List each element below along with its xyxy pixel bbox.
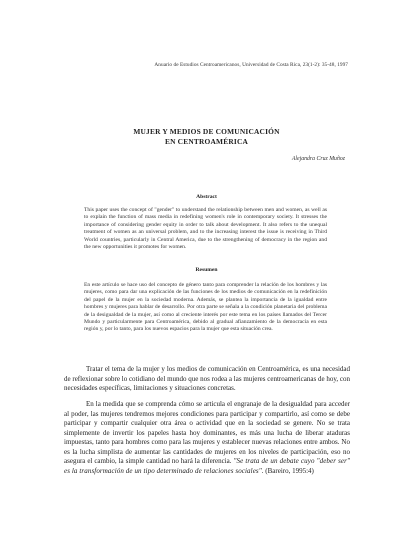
body-quote: "Se trata de un debate cuyo "deber ser" es la transformación de un tipo determinado de relaciones sociales": [64, 457, 350, 475]
abstract-text: This paper uses the concept of "gender" to understand the relationship between men and women, as well as to explain the function of mass media in redefining women's role in contemporary society. It stresses the importance of considering gender equity in order to talk about development. It also refers to the unequal treatment of women as an universal problem, and to the increasing interest the issue is receiving in Third World countries, particularly in Central America, due to the strengthening of democracy in the region and the new opportunities it promotes for women.: [84, 207, 327, 251]
body-paragraph-1-text: Tratar el tema de la mujer y los medios de comunicación en Centroamérica, es una necesidad de reflexionar sobre lo cotidiano del mundo que nos rodea a las mujeres centroamericanas de hoy, con necesidades específicas, limitaciones y situaciones concretas.: [64, 365, 350, 392]
body-citation: . (Bareiro, 1995:4): [261, 466, 314, 475]
article-title-line-1: MUJER Y MEDIOS DE COMUNICACIÓN: [133, 127, 280, 136]
body-paragraph-1: [64, 365, 350, 394]
abstract-heading: Abstract: [196, 194, 217, 200]
resumen-heading: Resumen: [195, 267, 218, 273]
article-title-line-2: EN CENTROAMÉRICA: [164, 136, 249, 146]
resumen-text: En este artículo se hace uso del concepto de género tanto para comprender la relación de los hombres y las mujeres, como para dar una explicación de las funciones de los medios de comunicación en la redefinición del papel de la mujer en la sociedad moderna. Además, se plantea la importancia de la igualdad entre hombres y mujeres para hablar de desarrollo. Por otra parte se señala a la condición planetaria del problema de la desigualdad de la mujer, así como al creciente interés por este tema en los países llamados del Tercer Mundo y particularmente para Centroamérica, debido al gradual afianzamiento de la democracia en esta región y, por lo tanto, para los nuevos espacios para la mujer que esta situación crea.: [84, 282, 327, 333]
author-name: Alejandra Cruz Muñoz: [291, 156, 345, 162]
journal-citation-header: Anuario de Estudios Centroamericanos, Universidad de Costa Rica, 23(1-2): 35-48, 1997: [154, 62, 348, 68]
body-paragraph-2: [64, 400, 350, 476]
body-paragraph-2-text: En la medida que se comprenda cómo se articula el engranaje de la desigualdad para acceder al poder, las mujeres tendremos mejores condiciones para participar y compartirlo, así como se debe participar y compartir cualquier otra área o actividad que en la sociedad se genere. No se trata simplemente de invertir los papeles hasta hoy dominantes, es más una lucha de liberar ataduras impuestas, tanto para hombres como para las mujeres y establecer nuevas relaciones entre ambos. No es la lucha simplista de aumentar las cantidades de mujeres en los niveles de participación, eso no asegura el cambio, la simple cantidad no hará la diferencia.: [64, 400, 350, 465]
article-title: [60, 127, 353, 146]
